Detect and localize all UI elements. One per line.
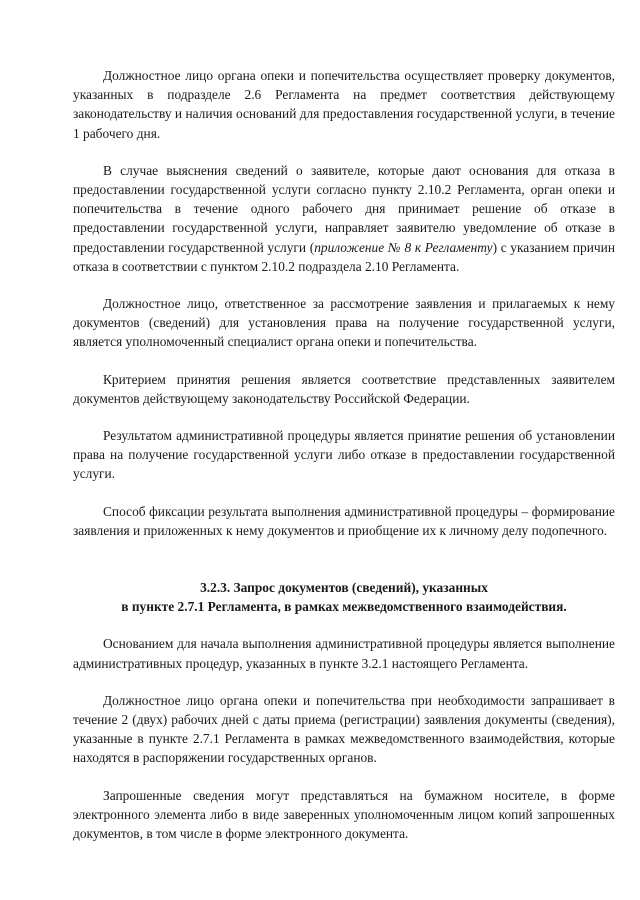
paragraph-procedure-result: Результатом административной процедуры является принятие решения об установлении права на получение государственной услуги либо отказе в предоставлении государственной услуги. xyxy=(73,428,615,482)
paragraph-procedure-basis: Основанием для начала выполнения административной процедуры является выполнение административных процедур, указанных в пункте 3.2.1 настоящего Регламента. xyxy=(73,636,615,671)
paragraph-refusal-notice xyxy=(73,161,615,276)
section-heading xyxy=(73,578,615,616)
paragraph-refusal-appendix-ref: приложение № 8 к Регламенту xyxy=(314,239,493,255)
section-heading-line-2: в пункте 2.7.1 Регламента, в рамках межведомственного взаимодействия. xyxy=(121,599,567,615)
paragraph-refusal-text-start: В случае выяснения сведений о заявителе, которые дают основания для отказа в предоставлении государственной услуги согласно пункту 2.10.2 Регламента, орган опеки и попечительства в течение одного рабочего дня принимает решение об отказе в предоставлении государственной услуги, направляет заявителю уведомление об отказе в предоставлении государственной услуги ( xyxy=(73,162,615,255)
section-heading-line-1: 3.2.3. Запрос документов (сведений), указанных xyxy=(200,580,488,596)
paragraph-refusal-text-end: ) с указанием причин отказа в соответствии с пунктом 2.10.2 подраздела 2.10 Регламента. xyxy=(73,239,615,274)
paragraph-interagency-request: Должностное лицо органа опеки и попечительства при необходимости запрашивает в течение 2 (двух) рабочих дней с даты приема (регистрации) заявления документы (сведения), указанные в пункте 2.7.1 Регламента в рамках межведомственного взаимодействия, которые находятся в распоряжении государственных органов. xyxy=(73,692,615,766)
paragraph-result-recording: Способ фиксации результата выполнения административной процедуры – формирование заявления и приложенных к нему документов и приобщение их к личному делу подопечного. xyxy=(73,503,615,538)
paragraph-responsible-official: Должностное лицо, ответственное за рассмотрение заявления и прилагаемых к нему документов (сведений) для установления права на получение государственной услуги, является уполномоченный специалист органа опеки и попечительства. xyxy=(73,296,615,350)
paragraph-document-check: Должностное лицо органа опеки и попечительства осуществляет проверку документов, указанных в подразделе 2.6 Регламента на предмет соответствия действующему законодательству и наличия оснований для предоставления государственной услуги, в течение 1 рабочего дня. xyxy=(73,68,615,141)
paragraph-requested-info-format: Запрошенные сведения могут представляться на бумажном носителе, в форме электронного элемента либо в виде заверенных уполномоченным лицом копий запрошенных документов, в том числе в форме электронного документа. xyxy=(73,787,615,842)
paragraph-decision-criterion: Критерием принятия решения является соответствие представленных заявителем документов действующему законодательству Российской Федерации. xyxy=(73,371,615,406)
document-page xyxy=(73,66,615,843)
